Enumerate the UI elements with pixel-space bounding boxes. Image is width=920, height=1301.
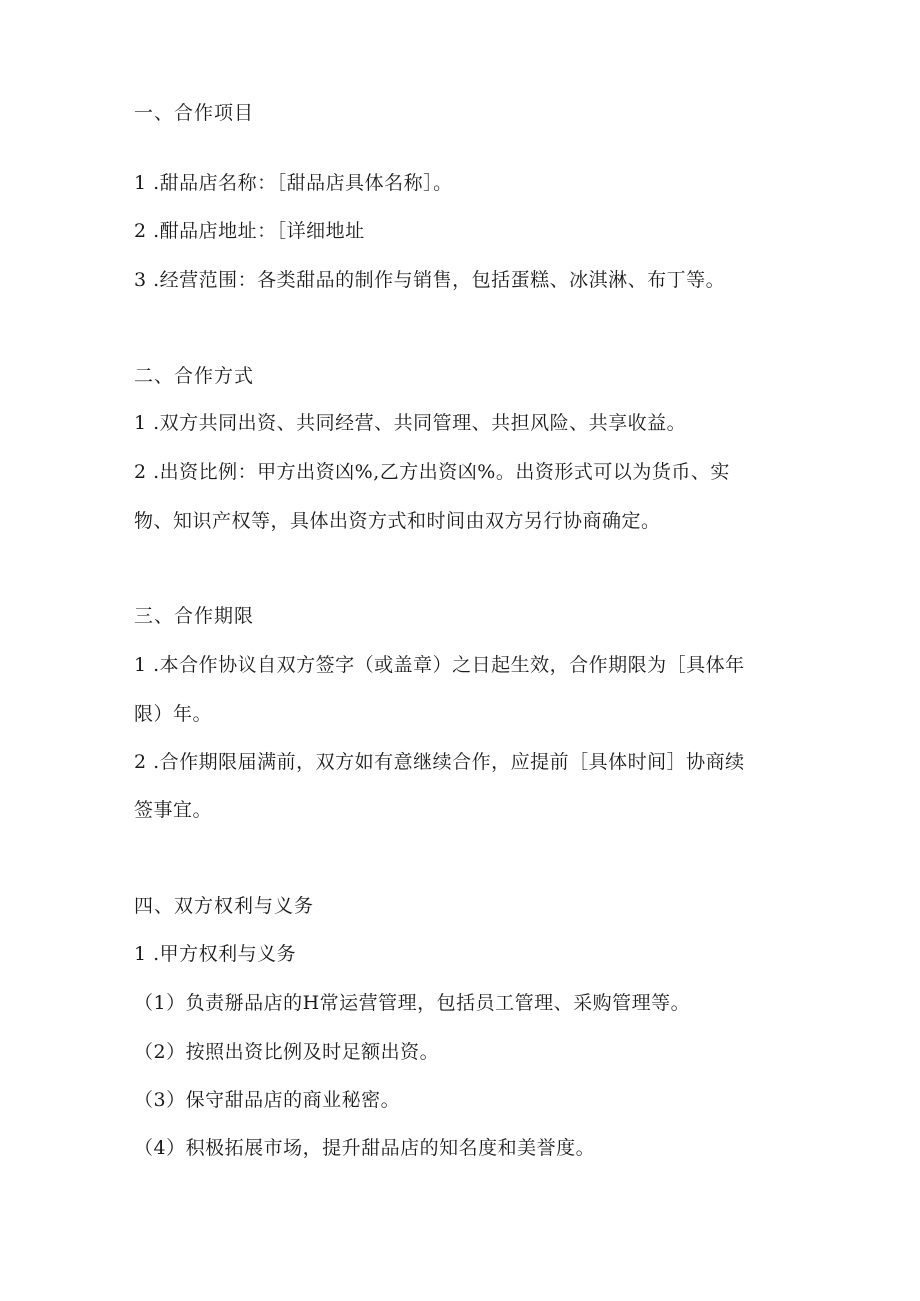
- section-4-line-4: （3）保守甜品店的商业秘密。: [134, 1089, 401, 1111]
- section-3-line-4: 签事宜。: [134, 799, 213, 821]
- section-2-line-2: 2 .出资比例：甲方出资凶%,乙方出资凶%。出资形式可以为货币、实: [134, 461, 730, 483]
- section-heading-4: 四、双方权利与义务: [134, 895, 315, 917]
- section-heading-1: 一、合作项目: [134, 102, 255, 124]
- section-3-line-1: 1 .本合作协议自双方签字（或盖章）之日起生效，合作期限为［具体年: [134, 654, 745, 676]
- section-heading-3: 三、合作期限: [134, 605, 255, 627]
- section-3-line-3: 2 .合作期限届满前，双方如有意继续合作，应提前［具体时间］协商续: [134, 751, 745, 773]
- section-2-line-3: 物、知识产权等，具体出资方式和时间由双方另行协商确定。: [134, 510, 661, 532]
- section-2-line-1: 1 .双方共同出资、共同经营、共同管理、共担风险、共享收益。: [134, 412, 687, 434]
- section-4-line-2: （1）负责掰品店的H常运营管理，包括员工管理、采购管理等。: [134, 992, 691, 1014]
- section-4-line-3: （2）按照出资比例及时足额出资。: [134, 1041, 440, 1063]
- section-1-line-1: 1 .甜品店名称：［甜品店具体名称］。: [134, 172, 453, 194]
- section-heading-2: 二、合作方式: [134, 365, 255, 387]
- section-4-line-1: 1 .甲方权利与义务: [134, 943, 297, 965]
- section-1-line-2: 2 .酣品店地址：［详细地址: [134, 220, 365, 242]
- section-3-line-2: 限）年。: [134, 703, 213, 725]
- section-1-line-3: 3 .经营范围：各类甜品的制作与销售，包括蛋糕、冰淇淋、布丁等。: [134, 269, 726, 291]
- section-4-line-5: （4）积极拓展市场，提升甜品店的知名度和美誉度。: [134, 1137, 596, 1159]
